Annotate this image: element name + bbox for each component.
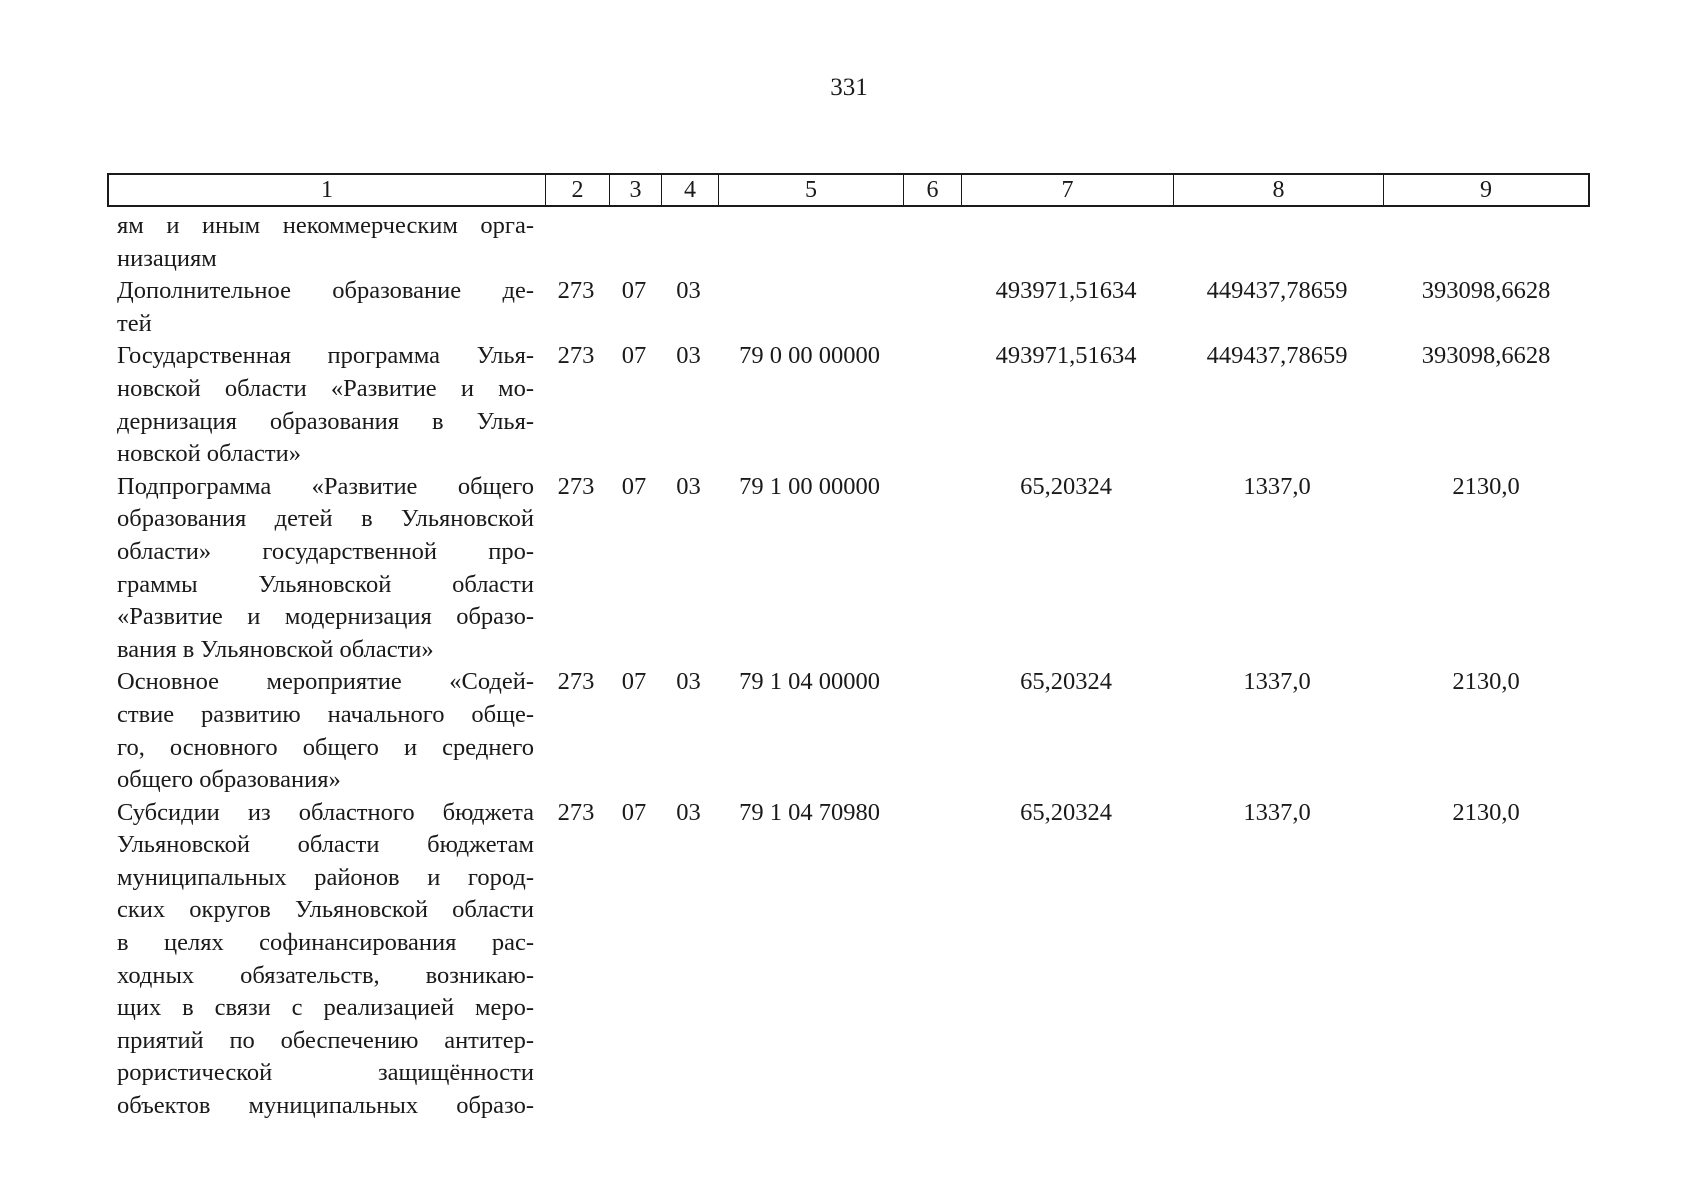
description-line: вания в Ульяновской области» [117, 635, 434, 663]
cell-code-2 [544, 210, 608, 275]
row-description [107, 797, 544, 1123]
cell-code-3: 07 [621, 798, 647, 826]
header-cell-1: 1 [109, 175, 546, 205]
cell-amount-7: 65,20324 [1020, 798, 1112, 826]
cell-amount-8: 449437,78659 [1206, 342, 1348, 370]
cell-amount-9: 2130,0 [1452, 668, 1520, 696]
cell-amount-9: 2130,0 [1452, 472, 1520, 500]
cell-code-6 [902, 797, 960, 1123]
description-line: Дополнительное образование де- [117, 277, 534, 305]
description-line: Основное мероприятие «Содей- [117, 668, 534, 696]
description-line: области» государственной про- [117, 537, 534, 565]
page-number: 331 [830, 74, 868, 101]
table-body [107, 210, 1590, 1123]
row-description [107, 666, 544, 796]
description-line: ских округов Ульяновской области [117, 896, 534, 924]
cell-amount-7: 65,20324 [1020, 668, 1112, 696]
cell-amount-8: 1337,0 [1243, 472, 1311, 500]
description-line: общего образования» [117, 766, 341, 794]
header-cell-3: 3 [610, 175, 662, 205]
table-row [107, 471, 1590, 667]
cell-code-2: 273 [557, 277, 595, 305]
cell-code-5 [717, 210, 902, 275]
description-line: ям и иным некоммерческим орга- [117, 212, 534, 239]
cell-code-6 [902, 210, 960, 275]
cell-code-4: 03 [676, 668, 701, 696]
cell-code-2: 273 [557, 472, 595, 500]
header-cell-4: 4 [662, 175, 719, 205]
cell-amount-9: 393098,6628 [1421, 342, 1551, 370]
cell-code-4: 03 [676, 342, 701, 370]
cell-code-6 [902, 666, 960, 796]
description-line: «Развитие и модернизация образо- [117, 603, 534, 631]
cell-code-6 [902, 275, 960, 340]
cell-code-4: 03 [676, 277, 701, 305]
cell-code-3: 07 [621, 668, 647, 696]
cell-code-3: 07 [621, 342, 647, 370]
cell-code-4: 03 [676, 472, 701, 500]
description-line: рористической защищённости [117, 1059, 534, 1087]
cell-code-5: 79 0 00 00000 [739, 342, 880, 370]
description-line: образования детей в Ульяновской [117, 505, 534, 533]
row-description [107, 210, 544, 275]
table-row [107, 210, 1590, 275]
cell-code-4: 03 [676, 798, 701, 826]
cell-code-6 [902, 471, 960, 667]
description-line: Ульяновской области бюджетам [117, 831, 534, 859]
cell-amount-8: 449437,78659 [1206, 277, 1348, 305]
cell-code-4 [660, 210, 717, 275]
table-header [107, 173, 1590, 207]
header-cell-7: 7 [962, 175, 1174, 205]
description-line: ходных обязательств, возникаю- [117, 961, 534, 989]
description-line: приятий по обеспечению антитер- [117, 1026, 534, 1054]
cell-amount-7 [960, 210, 1172, 275]
cell-code-5: 79 1 04 00000 [739, 668, 880, 696]
cell-amount-8: 1337,0 [1243, 668, 1311, 696]
description-line: муниципальных районов и город- [117, 863, 534, 891]
cell-code-5 [717, 275, 902, 340]
description-line: го, основного общего и среднего [117, 733, 534, 761]
description-line: Подпрограмма «Развитие общего [117, 472, 534, 500]
description-line: в целях софинансирования рас- [117, 929, 534, 957]
cell-code-3 [608, 210, 660, 275]
description-line: Государственная программа Улья- [117, 342, 534, 370]
description-line: Субсидии из областного бюджета [117, 798, 534, 826]
row-description [107, 275, 544, 340]
cell-code-2: 273 [557, 798, 595, 826]
header-cell-5: 5 [719, 175, 904, 205]
table-row [107, 275, 1590, 340]
description-line: ствие развитию начального обще- [117, 700, 534, 728]
cell-amount-9: 393098,6628 [1421, 277, 1551, 305]
description-line: низациям [117, 244, 217, 272]
description-line: дернизация образования в Улья- [117, 407, 534, 435]
cell-amount-8: 1337,0 [1243, 798, 1311, 826]
description-line: щих в связи с реализацией меро- [117, 994, 534, 1022]
table-row [107, 797, 1590, 1123]
cell-code-3: 07 [621, 277, 647, 305]
cell-amount-9 [1382, 210, 1590, 275]
description-line: новской области «Развитие и мо- [117, 374, 534, 402]
description-line: тей [117, 309, 152, 337]
table-row [107, 666, 1590, 796]
cell-amount-9: 2130,0 [1452, 798, 1520, 826]
cell-code-3: 07 [621, 472, 647, 500]
cell-amount-7: 493971,51634 [995, 277, 1137, 305]
header-cell-9: 9 [1480, 177, 1492, 203]
cell-amount-8 [1172, 210, 1382, 275]
cell-amount-7: 65,20324 [1020, 472, 1112, 500]
header-cell-2: 2 [546, 175, 610, 205]
row-description [107, 340, 544, 470]
cell-code-2: 273 [557, 342, 595, 370]
cell-code-5: 79 1 00 00000 [739, 472, 880, 500]
cell-code-6 [902, 340, 960, 470]
cell-code-5: 79 1 04 70980 [739, 798, 880, 826]
description-line: граммы Ульяновской области [117, 570, 534, 598]
description-line: объектов муниципальных образо- [117, 1092, 534, 1120]
row-description [107, 471, 544, 667]
header-cell-6: 6 [904, 175, 962, 205]
description-line: новской области» [117, 440, 301, 468]
cell-amount-7: 493971,51634 [995, 342, 1137, 370]
cell-code-2: 273 [557, 668, 595, 696]
table-row [107, 340, 1590, 470]
header-cell-8: 8 [1174, 175, 1384, 205]
